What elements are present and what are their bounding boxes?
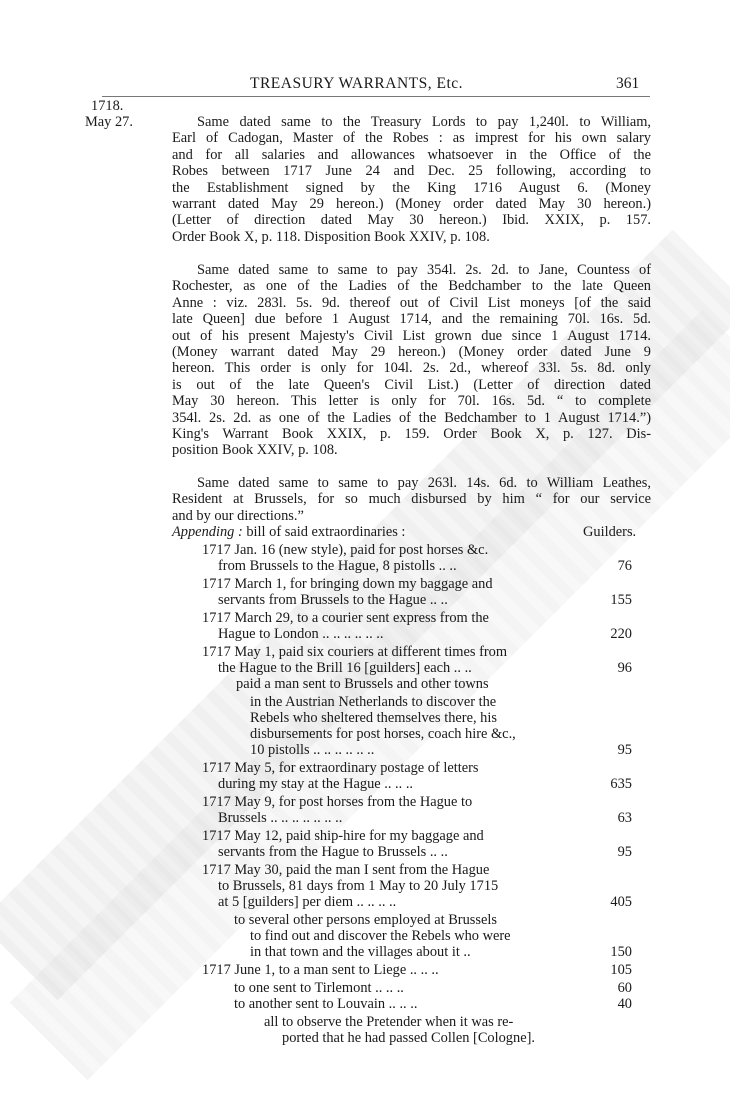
warrant-paragraph-rochester (172, 262, 651, 459)
bill-row-amount: 63 (617, 810, 632, 826)
paragraph-line: late Queen] due before 1 August 1714, and the remaining 70l. 16s. 5d. (172, 311, 651, 328)
bill-row-text: 1717 May 5, for extraordinary postage of letters (202, 760, 479, 776)
bill-row-text: in the Austrian Netherlands to discover the (250, 694, 497, 710)
margin-date: May 27. (85, 114, 133, 130)
bill-row-text: 1717 Jan. 16 (new style), paid for post horses &c. (202, 542, 489, 558)
bill-row-text: at 5 [guilders] per diem .. .. .. .. (218, 894, 397, 910)
appending-text: bill of said extraordinaries : (246, 524, 406, 540)
bill-row-amount: 150 (610, 944, 632, 960)
bill-row-text: servants from Brussels to the Hague .. .. (218, 592, 448, 608)
warrant-paragraph-leathes (172, 475, 651, 524)
bill-row-text: in that town and the villages about it .. (250, 944, 471, 960)
paragraph-line: Robes between 1717 June 24 and Dec. 25 following, according to (172, 163, 651, 180)
bill-row-text: to find out and discover the Rebels who were (250, 928, 511, 944)
paragraph-line: and by our directions.” (172, 507, 304, 524)
paragraph-line: the Establishment signed by the King 1716 August 6. (Money (172, 179, 651, 196)
running-title: TREASURY WARRANTS, Etc. (250, 75, 464, 92)
bill-row-amount: 105 (610, 962, 632, 978)
bill-row-text: to Brussels, 81 days from 1 May to 20 July 1715 (218, 878, 499, 894)
bill-row-text: 1717 May 9, for post horses from the Hague to (202, 794, 473, 810)
paragraph-line: King's Warrant Book XXIX, p. 159. Order Book X, p. 127. Dis- (172, 426, 651, 443)
bill-row-text: the Hague to the Brill 16 [guilders] each .. .. (218, 660, 472, 676)
paragraph-line: hereon. This order is only for 104l. 2s. 2d., whereof 33l. 5s. 8d. only (172, 360, 651, 377)
bill-row-text: servants from the Hague to Brussels .. .. (218, 844, 448, 860)
appending-line (172, 524, 405, 540)
paragraph-line: is out of the late Queen's Civil List.) (Letter of direction dated (172, 376, 651, 393)
paragraph-line: Rochester, as one of the Ladies of the Bedchamber to the late Queen (172, 278, 651, 295)
bill-row-text: 1717 March 1, for bringing down my baggage and (202, 576, 493, 592)
bill-row-text: to another sent to Louvain .. .. .. (234, 996, 418, 1012)
paragraph-line: Order Book X, p. 118. Disposition Book XXIV, p. 108. (172, 228, 490, 245)
paragraph-line: and for all salaries and allowances whatsoever in the Office of the (172, 146, 651, 163)
paragraph-line: Same dated same to the Treasury Lords to pay 1,240l. to William, (197, 114, 651, 130)
bill-row-text: Brussels .. .. .. .. .. .. .. (218, 810, 343, 826)
bill-row-text: 1717 May 1, paid six couriers at different times from (202, 644, 508, 660)
paragraph-line: out of his present Majesty's Civil List grown due since 1 August 1714. (172, 327, 651, 344)
paragraph-line: (Money warrant dated May 29 hereon.) (Money order dated June 9 (172, 344, 651, 361)
bill-row-amount: 405 (610, 894, 632, 910)
bill-row-text: 1717 June 1, to a man sent to Liege .. .. .. (202, 962, 439, 978)
bill-row-text: to one sent to Tirlemont .. .. .. (234, 980, 404, 996)
bill-row-text: all to observe the Pretender when it was re- (264, 1014, 514, 1030)
bill-row-text: ported that he had passed Collen [Cologne]. (282, 1030, 535, 1046)
bill-row-text: 1717 May 12, paid ship-hire for my baggage and (202, 828, 484, 844)
paragraph-line: (Letter of direction dated May 30 hereon.) Ibid. XXIX, p. 157. (172, 212, 651, 229)
bill-row-amount: 95 (617, 742, 632, 758)
paragraph-line: 354l. 2s. 2d. as one of the Ladies of the Bedchamber to 1 August 1714.”) (172, 409, 651, 426)
bill-row-text: to several other persons employed at Brussels (234, 912, 497, 928)
bill-row-amount: 40 (617, 996, 632, 1012)
bill-row-amount: 60 (617, 980, 632, 996)
bill-row-text: 1717 March 29, to a courier sent express from the (202, 610, 489, 626)
header-rule (102, 96, 650, 97)
paragraph-line: Same dated same to same to pay 354l. 2s. 2d. to Jane, Countess of (197, 262, 651, 278)
bill-row-text: paid a man sent to Brussels and other towns (236, 676, 489, 692)
margin-year: 1718. (91, 98, 124, 114)
bill-row-text: from Brussels to the Hague, 8 pistolls .. .. (218, 558, 457, 574)
guilders-heading: Guilders. (583, 524, 637, 540)
paragraph-line: position Book XXIV, p. 108. (172, 442, 338, 459)
paragraph-line: Anne : viz. 283l. 5s. 9d. thereof out of Civil List moneys [of the said (172, 294, 651, 311)
appending-label: Appending : (172, 524, 243, 540)
paragraph-line: warrant dated May 29 hereon.) (Money order dated May 30 hereon.) (172, 196, 651, 213)
paragraph-line: May 30 hereon. This letter is only for 70l. 16s. 5d. “ to complete (172, 393, 651, 410)
bill-row-text: Hague to London .. .. .. .. .. .. (218, 626, 384, 642)
bill-row-amount: 155 (610, 592, 632, 608)
paragraph-line: Resident at Brussels, for so much disbursed by him “ for our service (172, 491, 651, 508)
bill-row-amount: 95 (617, 844, 632, 860)
bill-row-amount: 635 (610, 776, 632, 792)
bill-row-text: disbursements for post horses, coach hire &c., (250, 726, 516, 742)
bill-row-amount: 220 (610, 626, 632, 642)
bill-row-text: Rebels who sheltered themselves there, his (250, 710, 497, 726)
warrant-paragraph-cadogan (172, 114, 651, 245)
bill-row-amount: 76 (617, 558, 632, 574)
bill-row-text: during my stay at the Hague .. .. .. (218, 776, 414, 792)
bill-row-text: 1717 May 30, paid the man I sent from the Hague (202, 862, 490, 878)
bill-row-text: 10 pistolls .. .. .. .. .. .. (250, 742, 375, 758)
paragraph-line: Earl of Cadogan, Master of the Robes : as imprest for his own salary (172, 130, 651, 147)
page-number: 361 (616, 75, 640, 92)
bill-row-amount: 96 (617, 660, 632, 676)
paragraph-line: Same dated same to same to pay 263l. 14s. 6d. to William Leathes, (197, 475, 651, 491)
